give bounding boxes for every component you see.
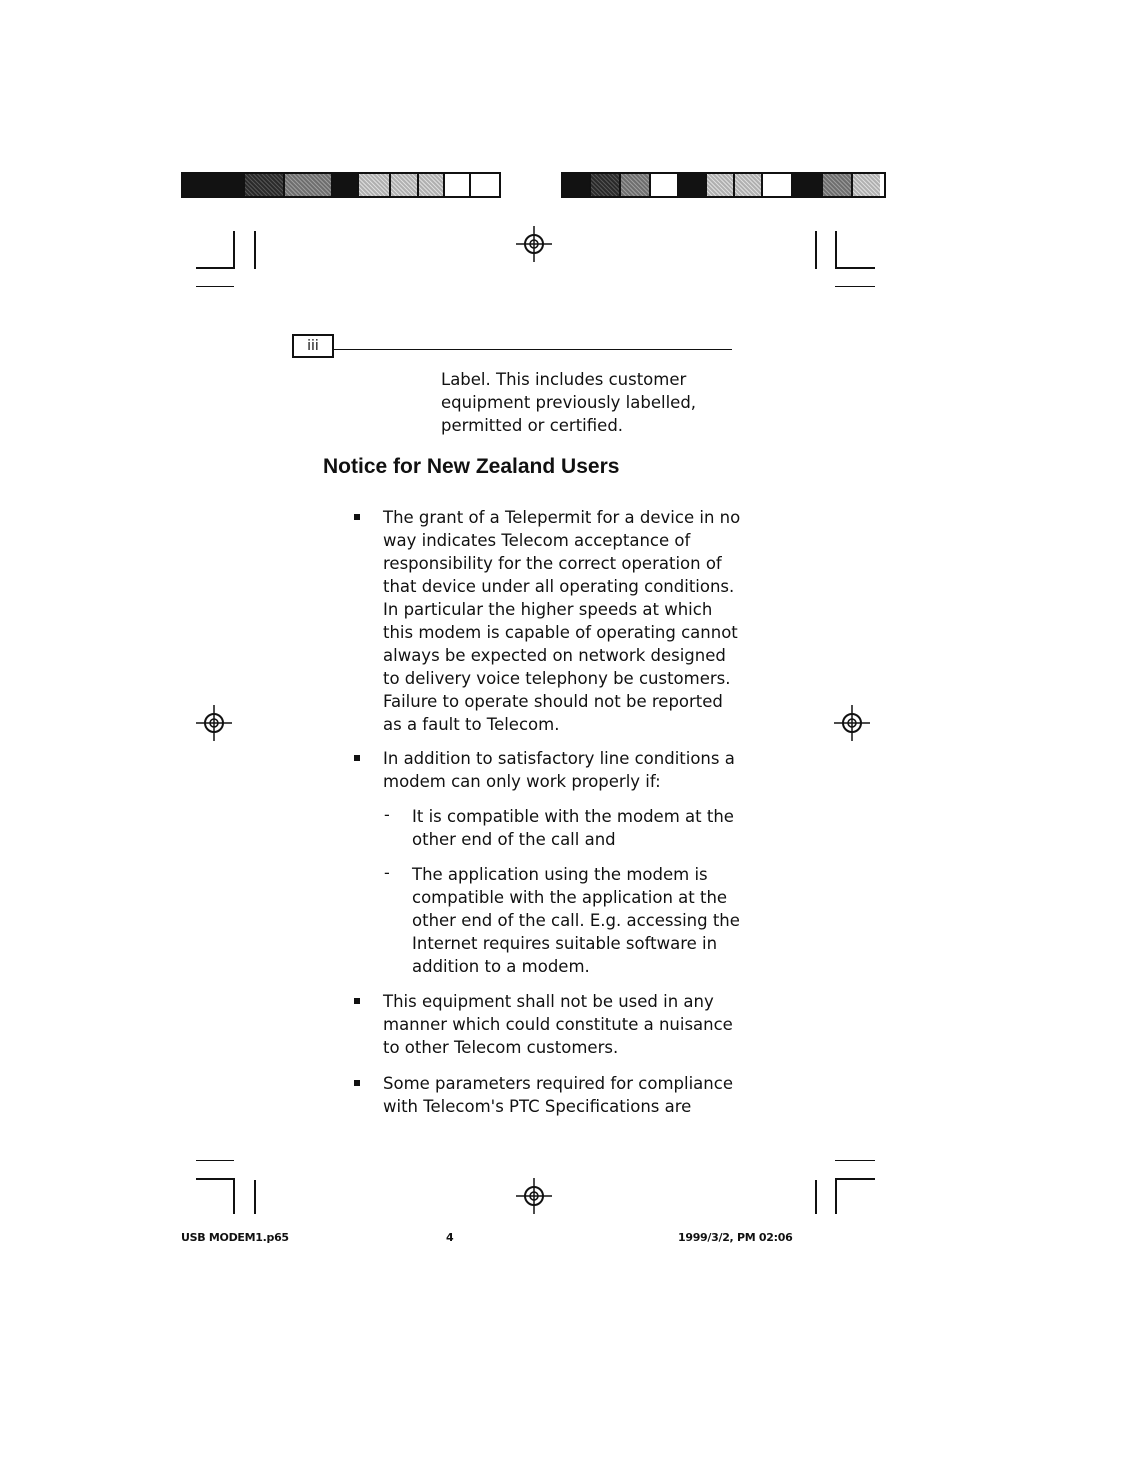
text-line: Label. This includes customer — [441, 370, 687, 389]
crop-mark — [835, 1178, 837, 1214]
crop-mark — [815, 231, 817, 269]
text-line: other end of the call and — [412, 830, 616, 849]
crop-mark — [835, 231, 837, 269]
bullet-icon — [354, 1080, 360, 1086]
color-swatch — [591, 174, 621, 196]
color-swatch — [679, 174, 707, 196]
dash-marker: - — [384, 863, 390, 882]
footer-date: 1999/3/2, PM 02:06 — [678, 1231, 793, 1244]
color-swatch — [823, 174, 853, 196]
color-swatch — [183, 174, 245, 196]
sub-item — [412, 863, 740, 978]
color-swatch — [333, 174, 359, 196]
text-line: In addition to satisfactory line conditions a — [383, 749, 735, 768]
registration-mark-icon — [196, 705, 232, 741]
color-swatch — [419, 174, 445, 196]
footer-file-name: USB MODEM1.p65 — [181, 1231, 289, 1244]
text-line: equipment previously labelled, — [441, 393, 697, 412]
crop-mark — [196, 1160, 234, 1161]
color-swatch — [359, 174, 391, 196]
bullet-icon — [354, 514, 360, 520]
text-line: with Telecom's PTC Specifications are — [383, 1097, 692, 1116]
text-line: In particular the higher speeds at which — [383, 600, 713, 619]
text-line: to other Telecom customers. — [383, 1038, 619, 1057]
registration-mark-icon — [516, 1178, 552, 1214]
bullet-icon — [354, 755, 360, 761]
registration-mark-icon — [834, 705, 870, 741]
crop-mark — [835, 286, 875, 287]
crop-mark — [835, 1160, 875, 1161]
text-line: Internet requires suitable software in — [412, 934, 718, 953]
text-line: This equipment shall not be used in any — [383, 992, 714, 1011]
sub-item — [412, 805, 734, 851]
bullet-item — [383, 747, 735, 793]
text-line: way indicates Telecom acceptance of — [383, 531, 691, 550]
color-bar-right — [561, 172, 886, 198]
crop-mark — [835, 1178, 875, 1180]
color-swatch — [793, 174, 823, 196]
text-line: modem can only work properly if: — [383, 772, 661, 791]
text-line: other end of the call. E.g. accessing the — [412, 911, 740, 930]
crop-mark — [196, 1178, 234, 1180]
text-line: Failure to operate should not be reported — [383, 692, 723, 711]
color-swatch — [563, 174, 591, 196]
color-swatch — [285, 174, 333, 196]
text-line: compatible with the application at the — [412, 888, 728, 907]
crop-mark — [233, 231, 235, 269]
color-swatch — [621, 174, 651, 196]
bullet-item — [383, 990, 733, 1059]
text-line: responsibility for the correct operation of — [383, 554, 722, 573]
bullet-icon — [354, 998, 360, 1004]
text-line: Some parameters required for compliance — [383, 1074, 733, 1093]
footer-page-number: 4 — [446, 1231, 454, 1244]
color-bar-left — [181, 172, 501, 198]
color-swatch — [707, 174, 735, 196]
section-heading: Notice for New Zealand Users — [323, 455, 620, 478]
continuation-paragraph — [441, 368, 696, 437]
crop-mark — [233, 1178, 235, 1214]
crop-mark — [254, 231, 256, 269]
text-line: that device under all operating conditions. — [383, 577, 735, 596]
bullet-item — [383, 1072, 733, 1118]
color-swatch — [763, 174, 793, 196]
text-line: The grant of a Telepermit for a device in no — [383, 508, 741, 527]
text-line: addition to a modem. — [412, 957, 590, 976]
color-swatch — [853, 174, 880, 196]
header-rule — [334, 349, 732, 350]
dash-marker: - — [384, 805, 390, 824]
color-swatch — [445, 174, 471, 196]
bullet-item — [383, 506, 740, 736]
crop-mark — [254, 1180, 256, 1214]
color-swatch — [245, 174, 285, 196]
text-line: The application using the modem is — [412, 865, 708, 884]
registration-mark-icon — [516, 226, 552, 262]
color-swatch — [651, 174, 679, 196]
crop-mark — [196, 286, 234, 287]
crop-mark — [835, 267, 875, 269]
text-line: permitted or certified. — [441, 416, 624, 435]
color-swatch — [391, 174, 419, 196]
text-line: this modem is capable of operating cannot — [383, 623, 738, 642]
crop-mark — [815, 1180, 817, 1214]
crop-mark — [196, 267, 235, 269]
color-swatch — [735, 174, 763, 196]
color-swatch — [471, 174, 499, 196]
text-line: as a fault to Telecom. — [383, 715, 560, 734]
text-line: It is compatible with the modem at the — [412, 807, 734, 826]
text-line: manner which could constitute a nuisance — [383, 1015, 733, 1034]
text-line: to delivery voice telephony be customers. — [383, 669, 731, 688]
page-number-tab: iii — [292, 334, 334, 358]
text-line: always be expected on network designed — [383, 646, 726, 665]
